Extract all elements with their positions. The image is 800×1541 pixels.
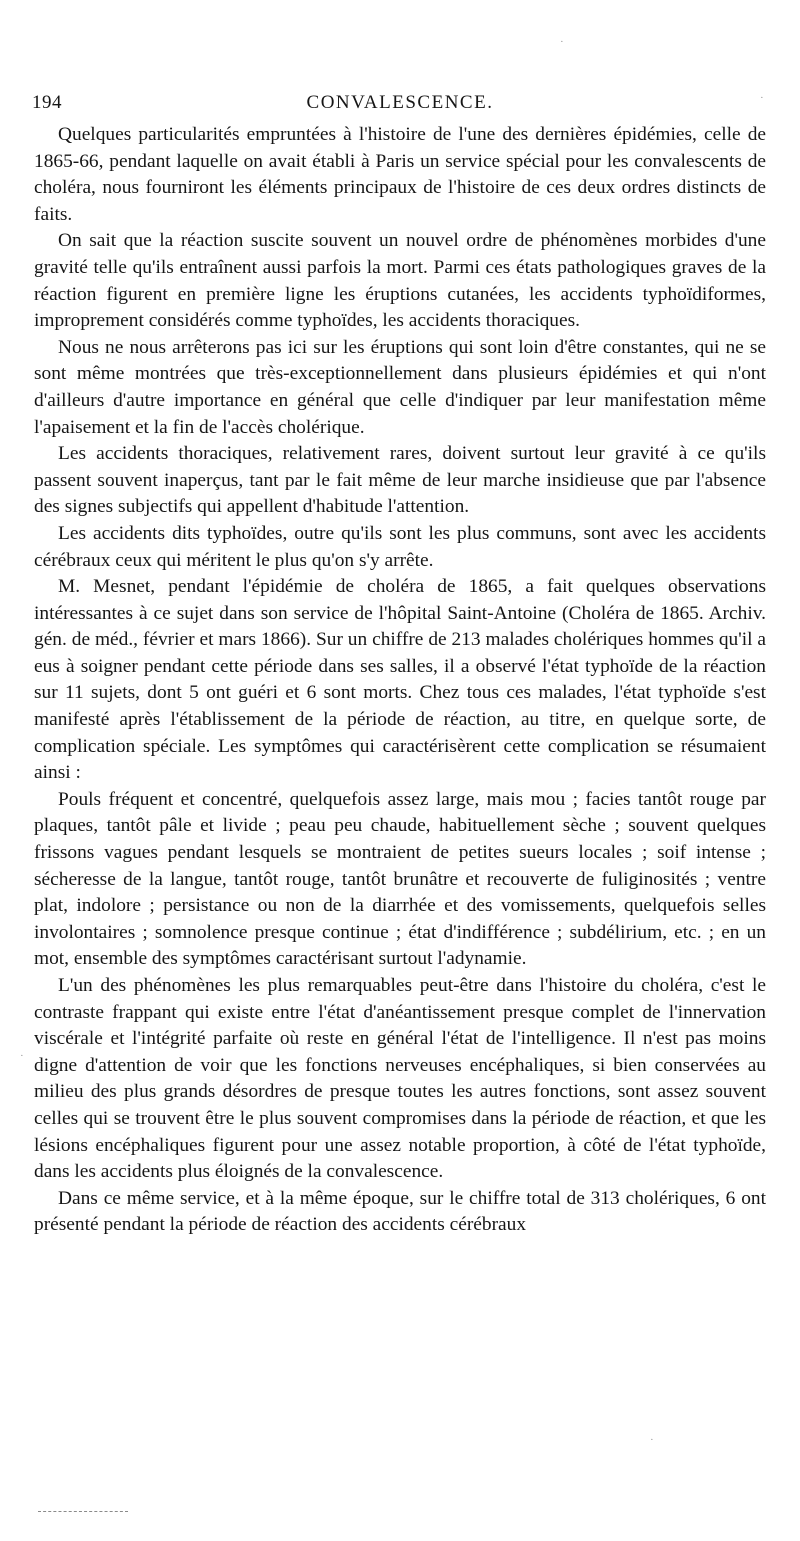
paragraph: M. Mesnet, pendant l'épidémie de choléra de 1865, a fait quelques observations intéressantes à ce sujet dans son service de l'hôpital Saint-Antoine (Choléra de 1865. Archiv. gén. de méd., février et mars 1866). Sur un chiffre de 213 malades cholériques hommes qu'il a eus à soigner pendant cette période dans ses salles, il a observé l'état typhoïde de la réaction sur 11 sujets, dont 5 ont guéri et 6 sont morts. Chez tous ces malades, l'état typhoïde s'est manifesté après l'établissement de la période de réaction, au titre, en quelque sorte, de complication spéciale. Les symptômes qui caractérisèrent cette complication se résumaient ainsi :: [34, 576, 766, 784]
symptom-paragraph: Pouls fréquent et concentré, quelquefois assez large, mais mou ; facies tantôt rouge par plaques, tantôt pâle et livide ; peau peu chaude, habituellement sèche ; souvent quelques frissons vagues pendant lesquels se montraient de petites sueurs locales ; soif intense ; sécheresse de la langue, tantôt rouge, tantôt brunâtre et recouverte de fuliginosités ; ventre plat, indolore ; persistance ou non de la diarrhée et des vomissements, quelquefois selles involontaires ; somnolence presque continue ; état d'indifférence ; subdélirium, etc. ; en un mot, ensemble des symptômes caractérisant surtout l'adynamie.: [34, 788, 766, 970]
scan-speck: ·: [650, 1434, 654, 1446]
paragraph: Les accidents dits typhoïdes, outre qu'ils sont les plus communs, sont avec les accidents cérébraux ceux qui méritent le plus qu'on s'y arrête.: [34, 522, 766, 571]
footer-dashed-rule: [38, 1511, 128, 1512]
page-number: 194: [32, 92, 62, 113]
body-text: [34, 122, 766, 1239]
paragraph: On sait que la réaction suscite souvent un nouvel ordre de phénomènes morbides d'une gravité telle qu'ils entraînent aussi parfois la mort. Parmi ces états pathologiques graves de la réaction figurent en première ligne les éruptions cutanées, les accidents typhoïdiformes, improprement considérés comme typhoïdes, les accidents thoraciques.: [34, 230, 766, 332]
paragraph: L'un des phénomènes les plus remarquables peut-être dans l'histoire du choléra, c'est le contraste frappant qui existe entre l'état d'anéantissement presque complet de l'innervation viscérale et l'intégrité parfaite où reste en général l'état de l'intelligence. Il n'est pas moins digne d'attention de voir que les fonctions nerveuses encéphaliques, si bien conservées au milieu des plus grands désordres de presque toutes les autres fonctions, sont assez souvent celles qui se trouvent être le plus souvent compromises dans la période de réaction, et que les lésions encéphaliques figurent pour une assez notable proportion, à côté de l'état typhoïde, dans les accidents plus éloignés de la convalescence.: [34, 975, 766, 1183]
scan-speck: ·: [760, 92, 764, 104]
paragraph: Dans ce même service, et à la même époque, sur le chiffre total de 313 cholériques, 6 ont présenté pendant la période de réaction des accidents cérébraux: [34, 1187, 766, 1236]
running-head: [32, 92, 768, 122]
running-title: CONVALESCENCE.: [306, 92, 494, 113]
paragraph: Les accidents thoraciques, relativement rares, doivent surtout leur gravité à ce qu'ils passent souvent inaperçus, tant par le fait même de leur marche insidieuse que par l'absence des signes subjectifs qui appellent d'habitude l'attention.: [34, 443, 766, 518]
paragraph: Quelques particularités empruntées à l'histoire de l'une des dernières épidémies, celle de 1865-66, pendant laquelle on avait établi à Paris un service spécial pour les convalescents de choléra, nous fourniront les éléments principaux de l'histoire de ces deux ordres distincts de faits.: [34, 124, 766, 225]
paragraph: Nous ne nous arrêterons pas ici sur les éruptions qui sont loin d'être constantes, qui ne se sont même montrées que très-exceptionnellement dans plusieurs épidémies et qui n'ont d'ailleurs d'autre importance en général que celle d'indiquer par leur manifestation même l'apaisement et la fin de l'accès cholérique.: [34, 336, 766, 438]
scan-speck: ·: [20, 1050, 24, 1062]
scan-speck: ·: [560, 36, 564, 48]
